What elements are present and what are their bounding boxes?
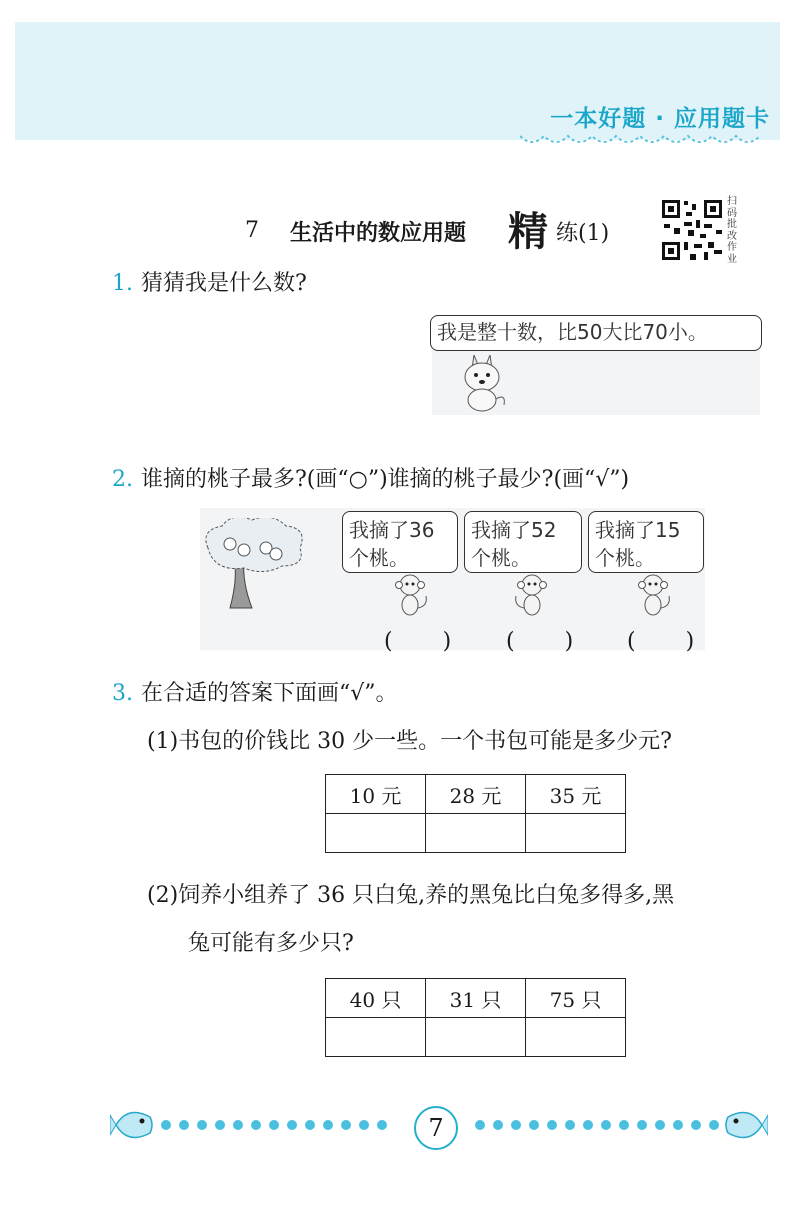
bubble-line: 个桃。 xyxy=(349,546,409,570)
answer-table-2 xyxy=(325,978,626,1057)
bubble-line: 我摘了52 xyxy=(471,518,557,542)
check-cell[interactable] xyxy=(526,814,626,853)
answer-table-1 xyxy=(325,774,626,853)
option-cell: 10 元 xyxy=(326,775,426,814)
dot-divider xyxy=(472,1118,722,1132)
fish-icon xyxy=(722,1103,768,1147)
question-2 xyxy=(112,462,629,493)
check-cell[interactable] xyxy=(426,1018,526,1057)
sub-question-text: 书包的价钱比 30 少一些。一个书包可能是多少元? xyxy=(178,729,672,754)
sub-question-text: 饲养小组养了 36 只白兔,养的黑兔比白兔多得多,黑 xyxy=(178,883,675,908)
sub-question-2 xyxy=(147,878,674,909)
monkey-speech-bubble xyxy=(342,511,458,573)
answer-blank[interactable]: ( ) xyxy=(506,629,588,654)
sub-question-label: (2) xyxy=(147,883,179,908)
question-number: 2. xyxy=(112,467,133,492)
monkey-icon xyxy=(390,572,430,622)
brand-title: 一本好题 · 应用题卡 xyxy=(550,106,770,132)
cloud-decoration xyxy=(520,130,770,150)
qr-note: 扫码批改作业 xyxy=(727,196,737,265)
peach-tree-icon xyxy=(200,518,310,613)
check-cell[interactable] xyxy=(426,814,526,853)
sub-question-1 xyxy=(147,724,672,755)
question-text: 猜猜我是什么数? xyxy=(141,271,307,296)
page-number: 7 xyxy=(414,1106,458,1150)
option-cell: 40 只 xyxy=(326,979,426,1018)
monkey-icon xyxy=(633,572,673,622)
monkey-speech-bubble xyxy=(464,511,582,573)
sub-question-label: (1) xyxy=(147,729,179,754)
question-1 xyxy=(112,266,307,297)
answer-blank[interactable]: ( ) xyxy=(384,629,466,654)
check-cell[interactable] xyxy=(526,1018,626,1057)
option-cell: 31 只 xyxy=(426,979,526,1018)
question-number: 3. xyxy=(112,681,133,706)
check-cell[interactable] xyxy=(326,1018,426,1057)
question-number: 1. xyxy=(112,271,133,296)
option-cell: 75 只 xyxy=(526,979,626,1018)
title-suffix: 练(1) xyxy=(556,221,610,246)
title-number: 7 xyxy=(245,218,259,243)
sub-question-2-continued: 兔可能有多少只? xyxy=(188,931,354,956)
monkey-icon xyxy=(512,572,552,622)
answer-blank[interactable]: ( ) xyxy=(627,629,709,654)
option-cell: 28 元 xyxy=(426,775,526,814)
title-emphasis: 精 xyxy=(508,208,548,255)
monkey-speech-bubble xyxy=(588,511,704,573)
bubble-line: 我摘了15 xyxy=(595,518,681,542)
qr-code-icon[interactable] xyxy=(660,198,724,262)
bubble-line: 个桃。 xyxy=(595,546,655,570)
puppy-speech-bubble: 我是整十数，比50大比70小。 xyxy=(430,315,762,351)
bubble-line: 个桃。 xyxy=(471,546,531,570)
title-text: 生活中的数应用题 xyxy=(290,220,467,246)
fish-icon xyxy=(110,1103,156,1147)
bubble-line: 我摘了36 xyxy=(349,518,435,542)
dot-divider xyxy=(160,1118,400,1132)
question-text: 谁摘的桃子最多?(画“○”)谁摘的桃子最少?(画“√”) xyxy=(141,467,630,492)
question-3 xyxy=(112,676,398,707)
check-cell[interactable] xyxy=(326,814,426,853)
puppy-icon xyxy=(452,355,512,413)
question-text: 在合适的答案下面画“√”。 xyxy=(141,681,398,706)
option-cell: 35 元 xyxy=(526,775,626,814)
